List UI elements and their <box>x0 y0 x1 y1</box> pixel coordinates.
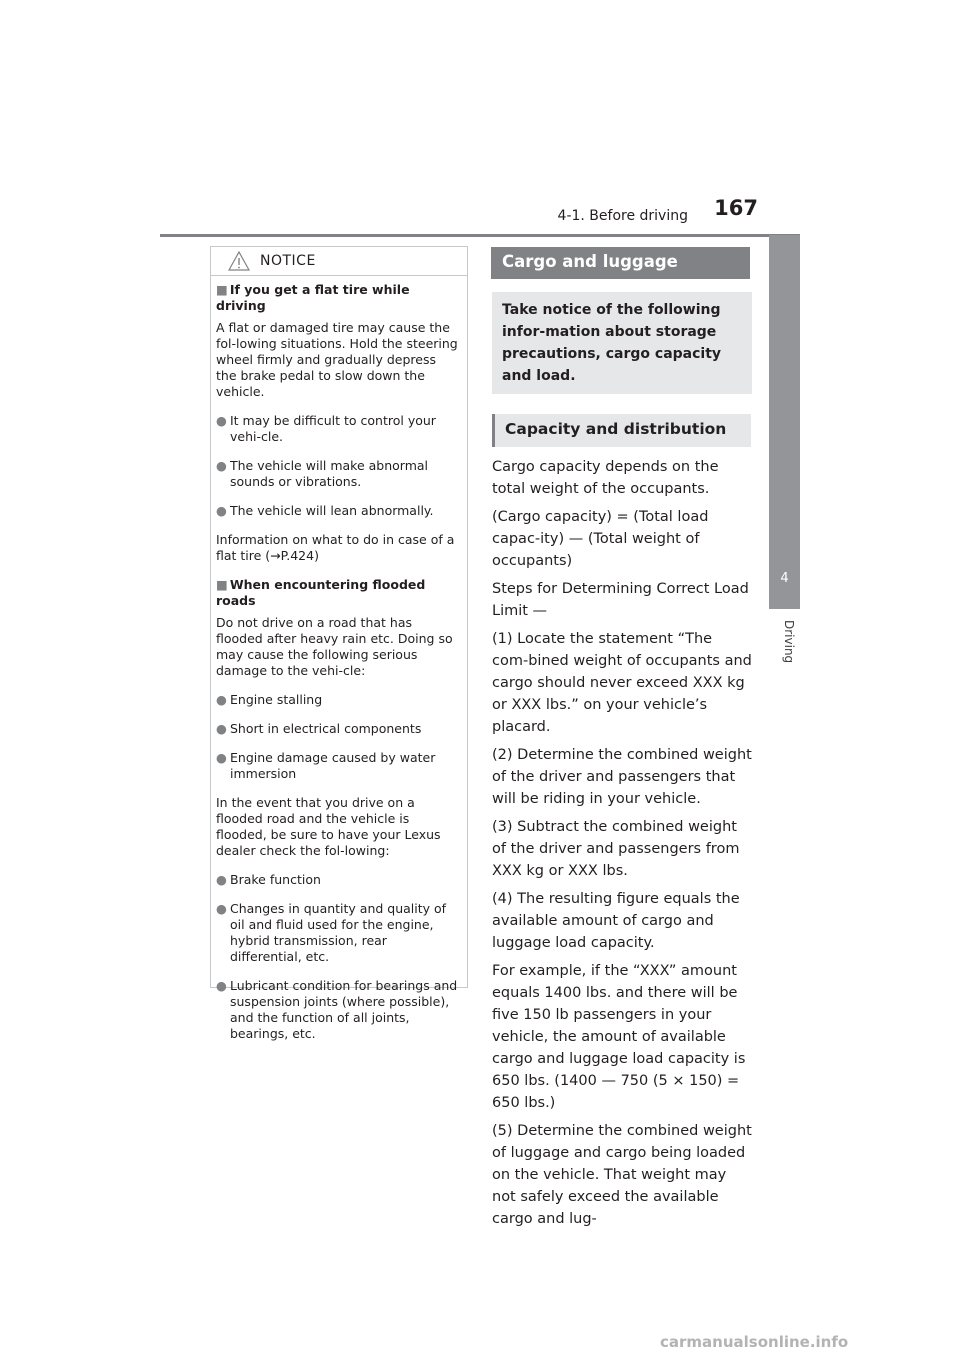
bullet-dot-icon: ● <box>216 750 227 765</box>
chapter-tab <box>769 235 800 609</box>
body-paragraph: For example, if the “XXX” amount equals 1400 lbs. and there will be five 150 lb passengers in your vehicle, the amount of available cargo and luggage load capacity is 650 lbs. (1400 — 750 (5 × 150) = 650 lbs.) <box>492 963 746 1111</box>
notice-bullet-item <box>216 503 459 519</box>
notice-bullet-text: Changes in quantity and quality of oil and fluid used for the engine, hybrid transmission, rear differential, etc. <box>230 901 447 964</box>
notice-header <box>211 247 467 276</box>
body-paragraph: Steps for Determining Correct Load Limit — <box>492 581 749 619</box>
body-paragraph: (4) The resulting figure equals the available amount of cargo and luggage load capacity. <box>492 891 740 951</box>
subsection-heading: Capacity and distribution <box>492 414 751 447</box>
notice-bullet-text: Brake function <box>230 872 321 887</box>
warning-triangle-icon <box>228 251 250 275</box>
notice-bullet-item <box>216 458 459 490</box>
page-number: 167 <box>714 196 758 220</box>
notice-bullet-text: The vehicle will lean abnormally. <box>230 503 434 518</box>
body-paragraph: (5) Determine the combined weight of luggage and cargo being loaded on the vehicle. That weight may not safely exceed the available cargo and lug- <box>492 1123 752 1227</box>
section-intro: Take notice of the following infor-mation about storage precautions, cargo capacity and load. <box>492 292 752 394</box>
watermark: carmanualsonline.info <box>660 1333 849 1351</box>
section-title: 4-1. Before driving <box>557 208 688 224</box>
bullet-dot-icon: ● <box>216 413 227 428</box>
notice-bullet-item <box>216 901 459 965</box>
notice-bullet-text: Engine stalling <box>230 692 323 707</box>
bullet-dot-icon: ● <box>216 978 227 993</box>
body-paragraph: (2) Determine the combined weight of the driver and passengers that will be riding in your vehicle. <box>492 747 752 807</box>
notice-subheading-text: If you get a flat tire while driving <box>216 282 410 313</box>
section-heading: Cargo and luggage <box>491 247 750 279</box>
notice-title: NOTICE <box>260 253 316 269</box>
notice-bullet-text: Short in electrical components <box>230 721 422 736</box>
notice-bullet-item <box>216 750 459 782</box>
notice-paragraph: In the event that you drive on a flooded road and the vehicle is flooded, be sure to have your Lexus dealer check the fol-lowing: <box>216 795 441 858</box>
square-bullet-icon: ■ <box>216 282 228 297</box>
body-paragraph: (Cargo capacity) = (Total load capac-ity) — (Total weight of occupants) <box>492 509 709 569</box>
notice-paragraph: Do not drive on a road that has flooded after heavy rain etc. Doing so may cause the following serious damage to the vehi-cle: <box>216 615 453 678</box>
body-paragraph: (1) Locate the statement “The com-bined weight of occupants and cargo should never exceed XXX kg or XXX lbs.” on your vehicle’s placard. <box>492 631 752 735</box>
notice-bullet-item <box>216 721 459 737</box>
notice-box <box>210 246 468 1041</box>
notice-bullet-item <box>216 978 459 1042</box>
chapter-label: Driving <box>782 620 796 664</box>
body-paragraph: (3) Subtract the combined weight of the driver and passengers from XXX kg or XXX lbs. <box>492 819 740 879</box>
bullet-dot-icon: ● <box>216 458 227 473</box>
notice-bullet-text: It may be difficult to control your vehi-cle. <box>230 413 436 444</box>
bullet-dot-icon: ● <box>216 901 227 916</box>
notice-subheading-text: When encountering flooded roads <box>216 577 426 608</box>
notice-bullet-item <box>216 872 459 888</box>
notice-bullet-text: Engine damage caused by water immersion <box>230 750 436 781</box>
chapter-number: 4 <box>780 571 789 586</box>
notice-subheading <box>216 282 459 314</box>
notice-bullet-text: Lubricant condition for bearings and suspension joints (where possible), and the function of all joints, bearings, etc. <box>230 978 458 1041</box>
notice-subheading <box>216 577 459 609</box>
bullet-dot-icon: ● <box>216 503 227 518</box>
body-paragraph: Cargo capacity depends on the total weight of the occupants. <box>492 459 719 497</box>
notice-bullet-item <box>216 692 459 708</box>
notice-bullet-text: The vehicle will make abnormal sounds or vibrations. <box>230 458 429 489</box>
notice-paragraph: A flat or damaged tire may cause the fol-lowing situations. Hold the steering wheel firmly and gradually depress the brake pedal to slow down the vehicle. <box>216 320 458 399</box>
bullet-dot-icon: ● <box>216 872 227 887</box>
square-bullet-icon: ■ <box>216 577 228 592</box>
bullet-dot-icon: ● <box>216 692 227 707</box>
notice-paragraph: Information on what to do in case of a flat tire (→P.424) <box>216 532 455 563</box>
cargo-section <box>492 247 752 1236</box>
notice-body <box>211 276 467 1042</box>
cargo-body <box>492 456 752 1230</box>
page-header <box>160 196 800 237</box>
bullet-dot-icon: ● <box>216 721 227 736</box>
notice-bullet-item <box>216 413 459 445</box>
